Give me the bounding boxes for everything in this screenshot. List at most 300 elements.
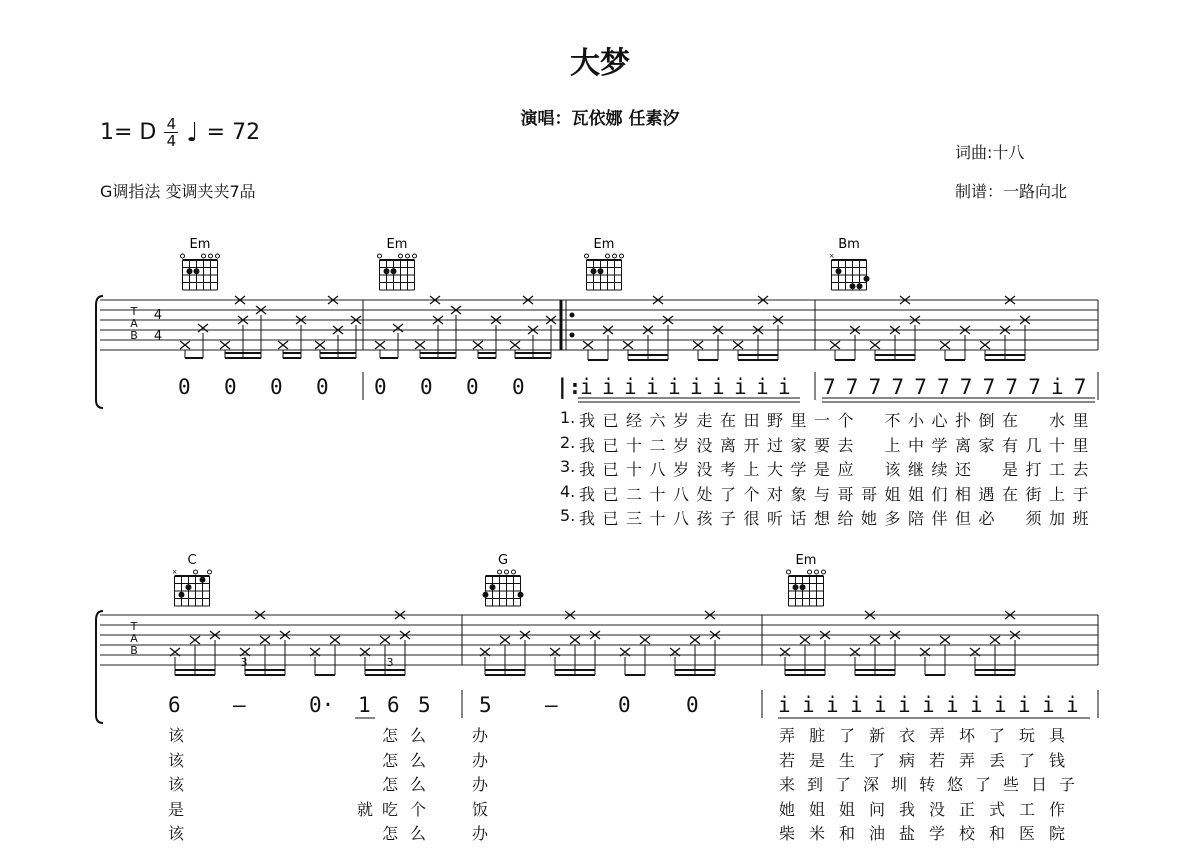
lyric-char: 办	[472, 726, 489, 745]
tab-note	[315, 341, 325, 349]
lyric-char: 遇	[978, 484, 995, 504]
lyric-char: 吃	[382, 799, 399, 819]
lyric-char: 是	[1002, 460, 1019, 479]
lyric-char: 里	[1072, 411, 1089, 430]
lyric-char: 心	[931, 411, 948, 430]
lyric-char: 怎	[382, 726, 399, 745]
lyric-char: 弄	[779, 726, 796, 745]
chord-name: Em	[386, 237, 408, 252]
chord-name: C	[187, 553, 197, 568]
lyric-char: 在	[1002, 411, 1019, 430]
lyric-char: 学	[929, 824, 946, 843]
lyric-char: 校	[959, 824, 976, 843]
lyric-char: 岁	[673, 411, 690, 430]
lyric-char: 米	[809, 824, 826, 843]
lyric-char: 新	[869, 726, 886, 745]
chord-diagram-em	[181, 237, 220, 290]
lyric-char: 们	[931, 484, 948, 504]
lyric-char: 街	[1025, 484, 1042, 504]
lyric-char: 工	[1019, 799, 1036, 819]
note-group	[225, 315, 261, 358]
lyric-char: 八	[649, 460, 666, 479]
lyric-char: 没	[929, 799, 946, 819]
lyric-char: 姐	[839, 799, 856, 819]
lyric-char: 上	[743, 460, 760, 479]
tab-note	[260, 636, 270, 644]
verse-number: 4.	[560, 481, 576, 501]
jianpu-note: 5	[418, 693, 431, 717]
tab-note	[623, 341, 633, 349]
lyric-char: 办	[472, 775, 489, 794]
tab-note	[733, 341, 743, 349]
lyric-char: 办	[472, 750, 489, 770]
jianpu-note: 0	[686, 693, 699, 717]
tab-note	[510, 341, 520, 349]
jianpu-note: 7	[868, 375, 882, 399]
repeat-dot	[570, 313, 575, 318]
jianpu-note: 1	[358, 693, 371, 717]
jianpu-note: 0	[466, 375, 479, 399]
lyric-char: 弄	[929, 726, 946, 745]
chord-diagram-em	[378, 237, 417, 290]
tab-note	[278, 341, 288, 349]
lyric-char: 岁	[673, 460, 690, 479]
tab-note	[870, 341, 880, 349]
jianpu-note: i	[712, 375, 725, 399]
lyric-char: 弄	[959, 750, 976, 770]
lyric-char: 问	[869, 799, 886, 819]
svg-text:×: ×	[828, 252, 835, 260]
lyric-char: 是	[168, 799, 185, 819]
lyric-char: 了	[720, 484, 737, 504]
tab-note	[415, 341, 425, 349]
lyric-char: 深	[863, 775, 880, 794]
lyric-char: 十	[626, 460, 643, 479]
lyric-char: 正	[959, 799, 976, 819]
tab-label-a: A	[130, 632, 138, 645]
jianpu-note: –	[233, 693, 246, 717]
jianpu-note: i	[946, 693, 959, 717]
lyric-char: 话	[790, 509, 807, 528]
jianpu-note: 7	[891, 375, 905, 399]
lyric-char: 作	[1049, 799, 1066, 819]
lyric-char: 该	[168, 726, 185, 745]
jianpu-note: i	[850, 693, 863, 717]
lyric-char: 若	[929, 750, 946, 770]
jianpu-note: 0	[224, 375, 237, 399]
lyric-char: 多	[884, 509, 901, 528]
lyric-char: 日	[1031, 775, 1048, 794]
jianpu-note: i	[970, 693, 983, 717]
lyric-char: 离	[955, 435, 972, 455]
lyric-char: 了	[839, 726, 856, 745]
system-bracket-2	[96, 611, 103, 723]
lyric-char: 很	[743, 509, 760, 528]
jianpu-note: 7	[959, 375, 973, 399]
tab-note	[980, 341, 990, 349]
lyric-char: 生	[839, 750, 856, 770]
svg-text:×: ×	[171, 568, 178, 576]
lyric-char: 已	[602, 460, 619, 479]
capo-note: G调指法 变调夹夹7品	[100, 182, 256, 201]
lyric-char: 柴	[779, 824, 796, 843]
chord-diagram-g	[483, 553, 524, 606]
tab-label-t: T	[130, 305, 138, 318]
lyric-char: 十	[626, 435, 643, 455]
tab-note	[693, 341, 703, 349]
lyric-char: 陪	[908, 509, 925, 528]
lyric-char: 去	[837, 435, 854, 455]
lyric-char: 了	[975, 775, 992, 794]
repeat-dot	[570, 333, 575, 338]
lyric-char: 姐	[884, 484, 901, 504]
lyric-char: 是	[814, 460, 831, 479]
lyric-char: 了	[989, 726, 1006, 745]
jianpu-note: i	[580, 375, 593, 399]
lyric-char: 过	[767, 435, 784, 455]
key-signature: 1= D	[100, 120, 157, 145]
lyric-char: 若	[779, 750, 796, 770]
lyric-char: 钱	[1049, 750, 1066, 770]
jianpu-note: 7	[823, 375, 836, 399]
jianpu-note: 0	[420, 375, 433, 399]
lyric-char: 倒	[978, 411, 995, 430]
time-sig-bottom: 4	[166, 132, 177, 150]
jianpu-note: i	[646, 375, 659, 399]
lyric-char: 油	[869, 824, 886, 843]
lyric-char: 但	[955, 509, 972, 528]
lyric-char: 十	[1049, 435, 1066, 455]
system-bracket-1	[96, 296, 103, 408]
lyric-char: 想	[814, 509, 831, 528]
lyric-char: 要	[814, 435, 831, 455]
tab-note	[500, 636, 510, 644]
lyric-char: 八	[673, 484, 690, 504]
jianpu-note: i	[874, 693, 887, 717]
lyric-char: 个	[743, 484, 760, 504]
lyric-char: 小	[908, 411, 925, 430]
lyric-char: 工	[1049, 460, 1066, 479]
lyric-char: 象	[790, 484, 807, 504]
triplet-mark: 3	[386, 656, 394, 669]
tab-label-b: B	[130, 329, 138, 342]
verse-number: 5.	[560, 506, 576, 525]
lyric-char: 个	[837, 411, 854, 430]
jianpu-note: 7	[914, 375, 927, 399]
lyric-char: 里	[1072, 435, 1089, 455]
lyric-char: 已	[602, 435, 619, 455]
tab-note	[640, 636, 650, 644]
lyric-char: 对	[767, 484, 784, 504]
jianpu-note: i	[778, 375, 791, 399]
lyric-char: 伴	[931, 509, 948, 528]
lyric-char: 已	[602, 509, 619, 528]
jianpu-note: 0	[270, 375, 283, 399]
tab-note	[375, 341, 385, 349]
lyric-char: 我	[579, 411, 596, 430]
lyric-char: 还	[955, 460, 972, 479]
lyric-char: 中	[908, 435, 925, 455]
jianpu-note: i	[994, 693, 1007, 717]
lyric-char: 家	[978, 435, 995, 455]
tab-note	[800, 636, 810, 644]
lyric-char: 上	[884, 435, 901, 455]
lyric-char: 二	[649, 435, 666, 455]
jianpu-note: i	[668, 375, 681, 399]
lyric-char: 丢	[989, 750, 1006, 770]
lyric-char: 续	[931, 460, 948, 479]
lyric-char: 几	[1025, 435, 1042, 455]
song-title: 大梦	[570, 46, 630, 81]
tab-note	[473, 341, 483, 349]
lyric-char: 么	[410, 824, 427, 843]
chord-name: Bm	[838, 237, 860, 252]
lyric-char: 一	[814, 411, 831, 430]
lyric-char: 了	[869, 750, 886, 770]
chord-name: G	[497, 553, 509, 568]
lyric-char: 走	[696, 411, 713, 430]
singers-credit: 演唱：瓦依娜 任素汐	[520, 109, 680, 129]
lyric-char: 在	[1002, 484, 1019, 504]
tab-note	[180, 341, 190, 349]
jianpu-note: i	[1018, 693, 1031, 717]
tab-note	[990, 636, 1000, 644]
jianpu-note: i	[1051, 375, 1064, 399]
lyric-char: 水	[1049, 411, 1066, 430]
lyric-char: 应	[837, 460, 854, 479]
lyric-char: 该	[884, 460, 901, 479]
jianpu-note: 6	[387, 693, 400, 717]
lyric-char: 已	[602, 484, 619, 504]
lyric-char: 考	[720, 460, 737, 479]
lyric-char: 来	[779, 775, 796, 794]
tab-note	[870, 636, 880, 644]
lyric-char: 院	[1049, 824, 1066, 843]
lyric-char: 饭	[472, 799, 489, 819]
lyric-char: 哥	[837, 484, 854, 504]
jianpu-note: i	[898, 693, 911, 717]
lyric-char: 相	[955, 484, 972, 504]
tab-time-bottom: 4	[153, 329, 163, 344]
lyric-char: 十	[649, 509, 666, 528]
chord-diagram-em	[585, 237, 624, 290]
lyric-char: 必	[978, 509, 995, 528]
note-group	[380, 333, 398, 358]
lyric-char: 十	[649, 484, 666, 504]
lyric-char: 离	[720, 435, 737, 455]
lyric-char: 医	[1019, 824, 1036, 843]
lyric-char: 已	[602, 411, 619, 430]
tab-note	[198, 324, 208, 332]
lyric-char: 姐	[908, 484, 925, 504]
lyric-char: 么	[410, 775, 427, 794]
jianpu-note: 0	[618, 693, 631, 717]
lyric-char: 玩	[1019, 726, 1036, 745]
lyric-char: 二	[626, 484, 643, 504]
lyric-char: 该	[168, 750, 185, 770]
jianpu-note: 6	[168, 693, 181, 717]
note-group	[420, 315, 456, 358]
lyric-char: 了	[835, 775, 852, 794]
lyric-char: 她	[861, 509, 878, 528]
lyric-char: 坏	[959, 726, 976, 745]
lyric-char: 了	[1019, 750, 1036, 770]
lyric-char: 去	[1072, 460, 1089, 479]
lyric-char: 须	[1025, 509, 1042, 528]
lyric-char: 我	[579, 509, 596, 528]
lyricist-credit: 词曲:十八	[955, 143, 1025, 162]
lyric-char: 脏	[809, 726, 826, 745]
lyric-char: 八	[673, 509, 690, 528]
lyric-char: 家	[790, 435, 807, 455]
jianpu-note: 0	[316, 375, 329, 399]
lyric-char: 学	[931, 435, 948, 455]
lyric-char: 具	[1049, 726, 1066, 745]
lyric-char: 么	[410, 726, 427, 745]
tab-note	[190, 636, 200, 644]
lyric-char: 经	[626, 411, 643, 430]
lyric-char: 里	[790, 411, 807, 430]
lyric-char: 怎	[382, 750, 399, 770]
lyric-char: 么	[410, 750, 427, 770]
chord-name: Em	[795, 553, 817, 568]
lyric-char: 听	[767, 509, 784, 528]
lyric-char: 子	[1059, 775, 1076, 794]
tab-note	[690, 636, 700, 644]
lyric-char: 在	[720, 411, 737, 430]
jianpu-note: 7	[982, 375, 996, 399]
jianpu-note: i	[602, 375, 615, 399]
lyric-char: 不	[884, 411, 901, 430]
tab-time-top: 4	[153, 308, 163, 323]
lyric-char: 上	[1049, 484, 1066, 504]
jianpu-note: –	[545, 693, 558, 717]
arranger-credit: 制谱：一路向北	[955, 182, 1068, 201]
lyric-char: 盐	[899, 824, 916, 843]
lyric-char: 开	[743, 435, 760, 455]
tab-note	[830, 341, 840, 349]
tab-note	[940, 341, 950, 349]
chord-diagram-bm	[829, 237, 870, 290]
jianpu-note: i	[802, 693, 815, 717]
quarter-note-icon: ♩	[186, 117, 199, 148]
lyric-char: 该	[168, 775, 185, 794]
lyric-char: 于	[1072, 484, 1089, 504]
lyric-char: 我	[579, 460, 596, 479]
jianpu-note: i	[690, 375, 703, 399]
lyric-char: 六	[649, 411, 666, 430]
lyric-char: 田	[743, 411, 760, 430]
jianpu-note: 0	[512, 375, 525, 399]
lyric-char: 病	[899, 750, 916, 770]
jianpu-note: 0	[178, 375, 191, 399]
jianpu-note: i	[756, 375, 769, 399]
verse-number: 2.	[560, 432, 576, 452]
lyric-char: 哥	[861, 484, 878, 504]
lyric-char: 我	[899, 799, 916, 819]
lyric-char: 怎	[382, 824, 399, 843]
lyric-char: 野	[767, 411, 784, 430]
chord-name: Em	[189, 237, 211, 252]
jianpu-note: 7	[1073, 375, 1087, 399]
lyric-char: 悠	[947, 775, 964, 794]
lyric-char: 我	[579, 435, 596, 455]
chord-name: Em	[593, 237, 615, 252]
verse-number: 3.	[560, 457, 576, 476]
lyric-char: 子	[720, 509, 737, 528]
tab-label-a: A	[130, 317, 138, 330]
lyric-char: 姐	[809, 799, 826, 819]
lyric-char: 转	[919, 775, 936, 794]
lyric-char: 给	[837, 509, 854, 528]
tab-note	[330, 636, 340, 644]
jianpu-note: 5	[479, 693, 492, 717]
verse-number: 1.	[560, 408, 576, 427]
lyric-char: 和	[839, 824, 856, 843]
jianpu-note: 7	[845, 375, 859, 399]
jianpu-note: i	[624, 375, 637, 399]
tempo-value: = 72	[206, 120, 261, 145]
lyric-char: 岁	[673, 435, 690, 455]
lyric-char: 她	[779, 799, 796, 819]
lyric-char: 班	[1072, 509, 1089, 528]
tab-note	[940, 636, 950, 644]
repeat-start-marker: |:	[556, 375, 582, 399]
tab-label-b: B	[130, 644, 138, 657]
lyric-char: 没	[696, 460, 713, 479]
jianpu-note: i	[734, 375, 747, 399]
triplet-mark: 3	[240, 656, 248, 669]
lyric-char: 就	[357, 799, 374, 819]
jianpu-note: i	[1042, 693, 1055, 717]
tab-staff-2	[100, 615, 1098, 665]
lyric-char: 办	[472, 824, 489, 843]
lyric-char: 打	[1025, 460, 1042, 479]
jianpu-note: i	[826, 693, 839, 717]
lyric-char: 继	[908, 460, 925, 479]
jianpu-note: 0·	[309, 693, 335, 717]
tab-note	[220, 341, 230, 349]
lyric-char: 式	[989, 799, 1006, 819]
lyric-char: 和	[989, 824, 1006, 843]
note-group	[185, 333, 203, 358]
tab-note	[570, 636, 580, 644]
jianpu-note: 7	[937, 375, 950, 399]
lyric-char: 加	[1049, 509, 1066, 528]
lyric-char: 孩	[696, 509, 713, 528]
lyric-char: 与	[814, 484, 831, 504]
chord-diagram-c	[172, 553, 212, 606]
jianpu-note: 0	[374, 375, 387, 399]
jianpu-note: 7	[1005, 375, 1019, 399]
lyric-char: 圳	[891, 775, 908, 794]
time-sig-top: 4	[166, 115, 177, 133]
lyric-char: 怎	[382, 775, 399, 794]
lyric-char: 该	[168, 824, 185, 843]
lyric-char: 我	[579, 484, 596, 504]
lyric-char: 是	[809, 750, 826, 770]
lyric-char: 到	[807, 775, 824, 794]
lyric-char: 大	[767, 460, 784, 479]
jianpu-note: i	[1066, 693, 1079, 717]
lyric-char: 衣	[899, 726, 916, 745]
lyric-char: 没	[696, 435, 713, 455]
jianpu-note: 7	[1028, 375, 1041, 399]
tab-note	[380, 636, 390, 644]
lyric-char: 扑	[955, 411, 972, 430]
jianpu-note: i	[922, 693, 935, 717]
chord-diagram-em	[787, 553, 826, 606]
